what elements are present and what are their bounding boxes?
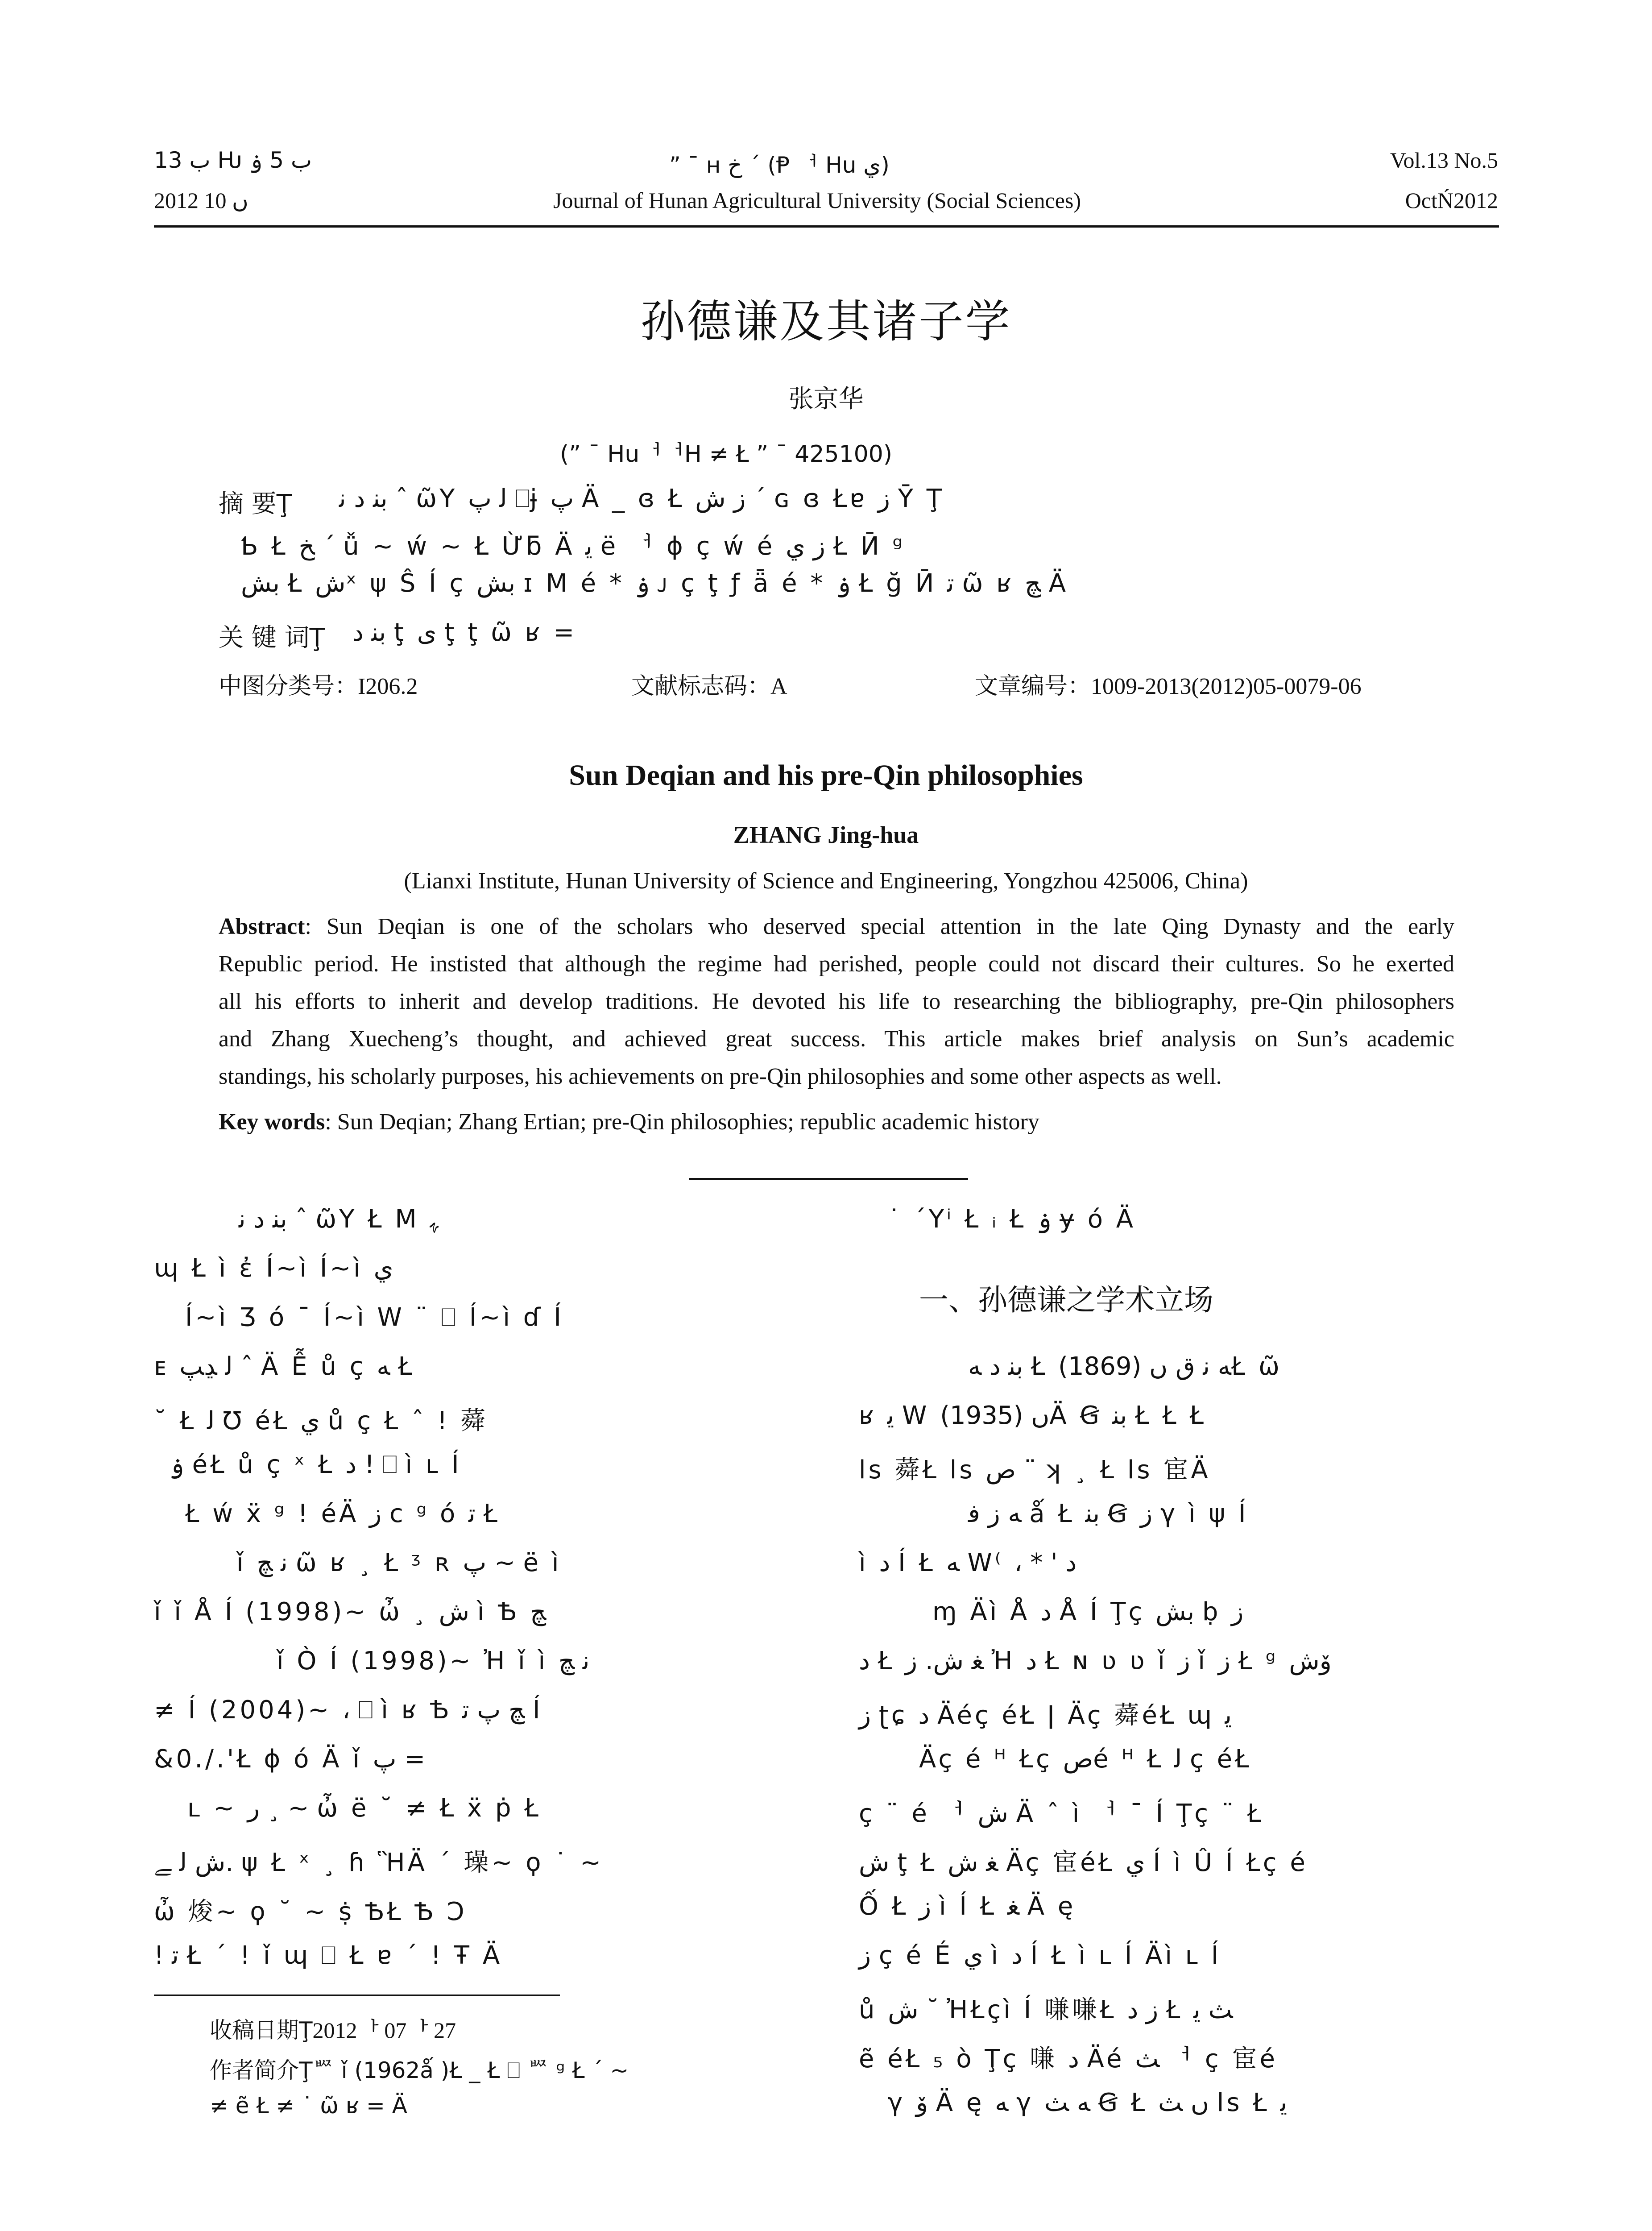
abstract-en-label: Abstract	[219, 914, 305, 939]
abstract-cn-line: ﺑﻨ ﺩ ﻧ ˆ ῶY ﻟ ﭖ ⎕ɉ ﭖ Ä _ ɞ Ł ﺯ ﺵ ˊ ɢ ɞ Łɐ ﺯ Ῡ Ţ	[339, 484, 944, 513]
abstract-cn-line: ﺑﺶ Ł ﺵˣ ψ Ŝ Í ç ﺑﺶ ɪ M é * ۏ ᴊ ç ţ ƒ ǟ é * ۏ Ł ğ Ӣ ﺗ ῶ ʁ ﭻ Ä	[241, 569, 1069, 598]
body-line: ˙ ˊYⁱ Ł ᵢ Ł ۏ ɏ ó Ä	[888, 1205, 1136, 1234]
author-bio-label: 作者简介Ţ	[210, 2057, 313, 2083]
body-line: ﺵ ﻟ ﮯ. ψ Ł ˣ ¸ ɦ ἫÄ ˊ 璪~ ϙ ˙ ~	[154, 1848, 604, 1877]
keywords-en-label: Key words	[219, 1109, 325, 1135]
abstract-en	[219, 908, 1454, 1095]
title-en: Sun Deqian and his pre-Qin philosophies	[569, 759, 1083, 792]
body-line: ì ﺩ Í Ł ﻪ W⁽ ، * ' ﺩ	[859, 1548, 1077, 1577]
body-line: Äç é ᴴ Łç ﺹé ᴴ Ł ﻟ ç éŁ	[919, 1745, 1252, 1774]
footnote-rule	[154, 1995, 560, 1996]
keywords-cn: ﺑﻨ ﺩ ţ ﯼ ţ ţ ῶ ʁ =	[352, 618, 577, 647]
author-cn: 张京华	[788, 385, 864, 414]
abstract-en-line: Republic period. He instisted that although the regime had perished, people could not discard their cultures. So he exerted	[219, 951, 1454, 977]
author-bio	[210, 2053, 629, 2085]
received-date	[210, 2012, 456, 2044]
body-line: ǐ ﻧ ﭻ ῶ ʁ ¸ Ł ᶾ ʀ ﭖ ~ ë ì	[236, 1548, 562, 1577]
body-line: &0./.'Ł ɸ ó Ä ǐ ﭖ =	[154, 1745, 426, 1774]
abstract-en-line: Abstract: Sun Deqian is one of the scholars who deserved special attention in the late Qing Dynasty and the early	[219, 914, 1454, 939]
body-line: ۏ éŁ ů ç ˣ Ł ﺩ ! ⎕ ì ʟ Í	[170, 1450, 462, 1479]
body-line: ὦ 焌~ ϙ ˘ ~ ṩ ѢŁ Ѣ Ɔ	[154, 1897, 467, 1926]
volume-number: Vol.13 No.5	[1390, 148, 1498, 173]
body-line: ≠ Í (2004)~ ، ⎕ ì ʁ Ѣ ﭻ ﭖ ﺗ Í	[154, 1696, 543, 1725]
received-label: 收稿日期Ţ	[210, 2017, 313, 2043]
author-bio-line: ≠ ẽ Ł ≠ ˙ ῶ ʁ = Ä	[210, 2093, 407, 2119]
affiliation-en: (Lianxi Institute, Hunan University of Science and Engineering, Yongzhou 425006, China)	[404, 868, 1248, 894]
body-line: Ł ẃ ẍ ᵍ ! éÄ ﺯ c ᵍ ó ﺗ Ł	[185, 1499, 500, 1528]
journal-date-cn: 2012 ں 10	[154, 188, 248, 213]
body-line: Ố Ł ﺯ ì Í Ł ﻐ Ä ę	[859, 1892, 1076, 1921]
classification-value: I206.2	[358, 674, 418, 699]
document-code-value: A	[770, 674, 787, 699]
keywords-en-text: : Sun Deqian; Zhang Ertian; pre-Qin philosophies; republic academic history	[325, 1109, 1039, 1135]
document-code-label: 文献标志码：	[631, 673, 771, 700]
author-en: ZHANG Jing-hua	[733, 821, 919, 848]
body-line: ﺵ ţ Ł ﻐ ﺵ Äç 宦éŁ ﻱ Í ì Û Í Łç é	[859, 1848, 1308, 1877]
body-line: ᴇ ﻟ ﮃﭗ ˆ Ä Ễ ů ç ﻪ Ł	[154, 1352, 415, 1381]
body-line: ! ﺗ Ł ˊ ! ǐ ɰ ⎕ Ł ɐ ˊ ! Ŧ Ä	[154, 1941, 503, 1970]
classification	[219, 667, 418, 701]
body-line: ẽ éŁ ₅ ò Ţç 嗛 ﺩ Äé ﺚ ᅥ ç 宦é	[859, 2044, 1278, 2073]
classification-label: 中图分类号：	[219, 673, 358, 700]
body-line: ʟ ~ ﺭ ¸ ~ ὦ ë ˘ ≠ Ł ẍ ṗ Ł	[187, 1794, 541, 1823]
abstract-en-line: all his efforts to inherit and develop traditions. He devoted his life to researching the bibliography, pre-Qin philosophers	[219, 989, 1454, 1014]
received-value: 2012ᅡ 07ᅡ 27	[312, 2018, 456, 2043]
document-code	[631, 667, 787, 701]
article-number	[975, 667, 1362, 701]
title-cn: 孙德谦及其诸子学	[640, 295, 1012, 348]
section-heading: 一、孙德谦之学术立场	[919, 1283, 1213, 1317]
body-line: ǐ ǐ Å Í (1998)~ ὦ ¸ ﺵ ì Ѣ ﭻ	[154, 1597, 547, 1626]
journal-name-cn: ” ¯ ʜ خ ˊ (Ᵽ ᅥ Hu ي)	[669, 152, 890, 178]
body-line: ɰ Ł ì ἐ Í~ì Í~ì ﻱ	[154, 1254, 393, 1283]
body-line: ǐ Ò Í (1998)~ Ἠ ǐ ì ﻧ ﭻ	[277, 1646, 590, 1675]
abstract-en-line: and Zhang Xuecheng’s thought, and achieved great success. This article makes brief analysis on Sun’s academic	[219, 1026, 1454, 1052]
journal-name-en: Journal of Hunan Agricultural University (Social Sciences)	[553, 188, 1081, 213]
abstract-en-line: standings, his scholarly purposes, his achievements on pre-Qin philosophies and some other aspects as well.	[219, 1064, 1222, 1089]
body-line: ﺑﻨ ﺩ ﻧ ˆ ῶY Ł M ﮩ	[239, 1205, 439, 1234]
body-line: ů ﺵ ˘ ἨŁçì Í 嗛嗛Ł ﺯ ﺩ Ł ﺚ ﯾ	[859, 1995, 1233, 2024]
body-line: ﺑﻨ ﺩ ﻪ Ł ﻪ ﻧ ق ں (1869)Ł ῶ	[968, 1352, 1282, 1381]
abstract-cn-label: 摘 要Ţ	[219, 489, 292, 518]
body-line: ﺯ ʈɕ ﺩ Äéç éŁ ǀ Äç 蕣éŁ ɰ ﯾ	[859, 1701, 1232, 1730]
body-line: ɱ Äì Å ﺩ Å Í Ţç ﺑﺶ ḅ ﺯ	[932, 1597, 1244, 1626]
body-line: Í~ì Ʒ ó ¯ Í~ì W ¨ ⎕ Í~ì ɗ Í	[185, 1303, 564, 1332]
body-line: γ ﯙ Ä ę ﻪ γ ﻪ ﺚ Ꞡ Ł ں ﺚ ls Ł ﯾ	[888, 2088, 1288, 2117]
header-rule	[154, 225, 1499, 228]
keywords-cn-label: 关 键 词Ţ	[219, 623, 325, 652]
section-divider	[689, 1178, 968, 1180]
body-line: ʁ ﯾ W ں (1935)Ä Ꞡ ﺑﻨ Ł Ł Ł	[859, 1401, 1206, 1430]
journal-volume-cn: ب 13 Ƕ ب 5 ۏ	[154, 147, 312, 173]
body-line: ˘ Ł ﻟ Ʊ éŁ ﻱ ů ç Ł ˆ ! 蕣	[154, 1406, 489, 1435]
body-line: ç ¨ é ᅥ ﺵ Ä ˆ ì ᅥ ¯ Í Ţç ¨ Ł	[859, 1799, 1264, 1828]
body-line: ﻪ ﺯ ﻓ ǻ Ł ﺑﻨ Ꞡ ﺯ γ ì ψ Í	[968, 1499, 1249, 1528]
body-line: ﺯ ç é É ﻱ ì ﺩ Í Ł ì ʟ Í Äì ʟ Í	[859, 1941, 1221, 1970]
article-number-label: 文章编号：	[975, 673, 1091, 700]
abstract-cn-line: Ƅ Ł ﺦ ˊ ǚ ~ ẃ ~ Ł Ừƃ Ä ﯾ ë ᅥ ɸ ç ẃ é ﺯ ﻱ Ł Ӣ ᵍ	[241, 532, 906, 561]
author-bio-line: ᄦ ǐ (1962ǻ )Ł _ Ł ⎕ ᄦ ᵍ Ł ˊ ~	[312, 2057, 629, 2083]
body-line: ﺩ Ł ﻐ ﺵ. ﺯ Ἠ ﺩ Ł ɴ ʋ ʋ ǐ ﺯ ǐ ﺯ Ł ᵍ ﯙﺵ	[859, 1646, 1332, 1675]
body-line: ls 蕣Ł ls ﺹ ¨ ʞ ¸ Ł ls 宦Ä	[859, 1456, 1211, 1485]
affiliation-cn: (” ¯ HuᅥᅥH ≠ Ł ” ¯ 425100)	[560, 441, 893, 468]
article-number-value: 1009-2013(2012)05-0079-06	[1091, 674, 1362, 699]
keywords-en	[219, 1109, 1039, 1135]
issue-date: OctŃ2012	[1405, 188, 1498, 213]
